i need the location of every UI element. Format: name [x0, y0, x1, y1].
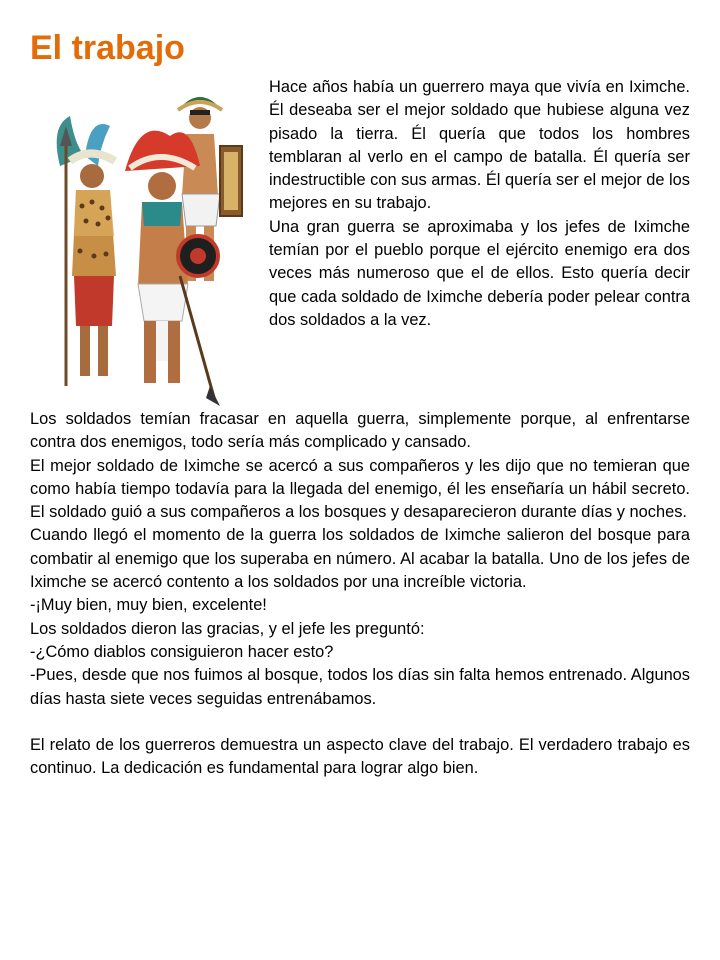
dialogue-line: -Pues, desde que nos fuimos al bosque, todos los días sin falta hemos entrenado. Algunos días hasta siete veces seguidas entrenábamos. — [30, 666, 690, 708]
dialogue-line: -¡Muy bien, muy bien, excelente! — [30, 596, 267, 615]
paragraph-war: Una gran guerra se aproximaba y los jefes de Iximche temían por el pueblo porque el ejército enemigo era dos veces más numeroso que el de ellos. Esto quería decir que cada soldado de Iximche debería poder pelear contra dos soldados a la vez. — [269, 217, 690, 329]
paragraph: Cuando llegó el momento de la guerra los soldados de Iximche salieron del bosque para combatir al enemigo que los superaba en número. Al acabar la batalla. Uno de los jefes de Iximche se acercó contento a los soldados por una increíble victoria. — [30, 526, 690, 592]
maya-warriors-illustration — [30, 76, 260, 406]
paragraph-intro: Hace años había un guerrero maya que vivía en Iximche. Él deseaba ser el mejor soldado que hubiese alguna vez pisado la tierra. Él quería que todos los hombres temblaran al verlo en el campo de batalla. Él quería ser indestructible con sus armas. Él quería ser el mejor de los mejores en su trabajo. — [269, 78, 690, 213]
page-title: El trabajo — [30, 29, 185, 67]
intro-text-block — [269, 76, 690, 332]
paragraph: Los soldados dieron las gracias, y el jefe les preguntó: — [30, 619, 425, 638]
dialogue-line: -¿Cómo diablos consiguieron hacer esto? — [30, 642, 334, 661]
spacer — [30, 711, 690, 734]
document-page — [30, 28, 690, 778]
warrior-left — [57, 116, 116, 386]
story-text-block — [30, 408, 690, 780]
paragraph: El mejor soldado de Iximche se acercó a sus compañeros y les dijo que no temieran que como había tiempo todavía para la llegada del enemigo, él les enseñaría un hábil secreto. El soldado guió a sus compañeros a los bosques y desaparecieron durante días y noches. — [30, 456, 690, 522]
conclusion-paragraph: El relato de los guerreros demuestra un aspecto clave del trabajo. El verdadero trabajo es continuo. La dedicación es fundamental para lograr algo bien. — [30, 735, 690, 778]
paragraph: Los soldados temían fracasar en aquella guerra, simplemente porque, al enfrentarse contra dos enemigos, todo sería más complicado y cansado. — [30, 410, 690, 452]
